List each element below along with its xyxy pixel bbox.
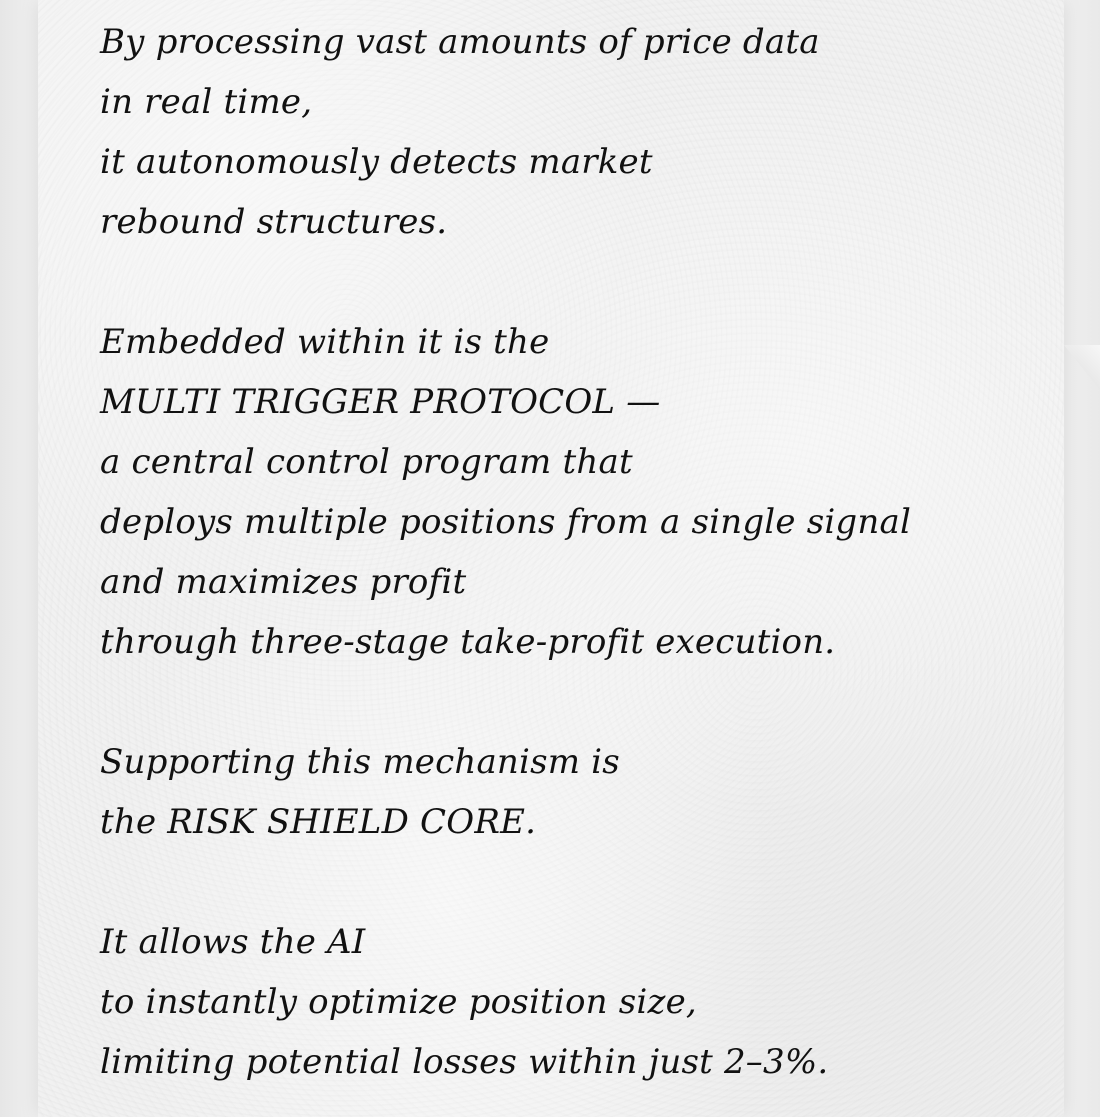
- handwritten-text-block: [100, 12, 1000, 1092]
- text-line: through three-stage take-profit execution.: [100, 622, 836, 662]
- text-line: By processing vast amounts of price data: [100, 22, 820, 62]
- text-line: to instantly optimize position size,: [100, 982, 697, 1022]
- text-line: MULTI TRIGGER PROTOCOL —: [100, 382, 661, 422]
- text-line: Embedded within it is the: [100, 322, 550, 362]
- text-line: it autonomously detects market: [100, 142, 653, 182]
- text-line: in real time,: [100, 82, 313, 122]
- text-line: limiting potential losses within just 2–3%.: [100, 1042, 829, 1082]
- text-line: the RISK SHIELD CORE.: [100, 802, 537, 842]
- paragraph-spacer: [100, 852, 1000, 912]
- text-line: a central control program that: [100, 442, 633, 482]
- text-line: It allows the AI: [100, 922, 366, 962]
- text-line: rebound structures.: [100, 202, 448, 242]
- paragraph-1: [100, 12, 1000, 252]
- paragraph-spacer: [100, 252, 1000, 312]
- page-curl: [1064, 345, 1100, 390]
- paragraph-spacer: [100, 672, 1000, 732]
- paragraph-3: [100, 732, 1000, 852]
- text-line: Supporting this mechanism is: [100, 742, 620, 782]
- paragraph-4: [100, 912, 1000, 1092]
- text-line: deploys multiple positions from a single signal: [100, 502, 912, 542]
- paragraph-2: [100, 312, 1000, 672]
- text-line: and maximizes profit: [100, 562, 467, 602]
